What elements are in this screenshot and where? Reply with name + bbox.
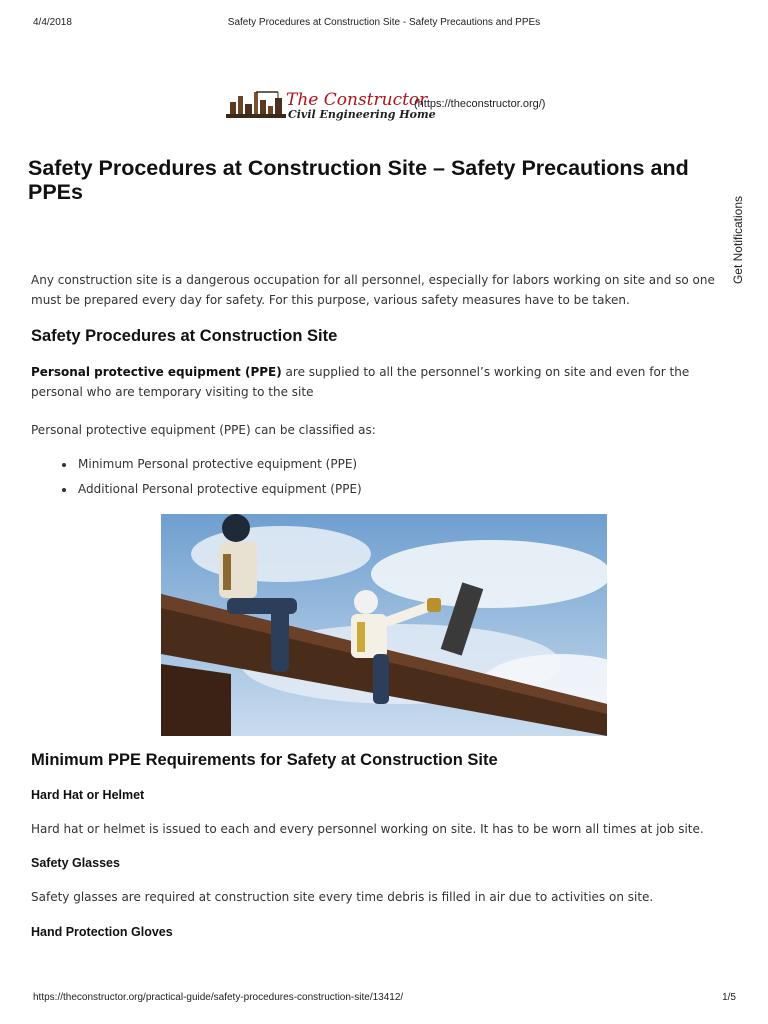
subheading-hand-protection-gloves: Hand Protection Gloves — [31, 925, 173, 939]
get-notifications-tab[interactable] — [731, 188, 747, 292]
site-logo[interactable] — [226, 88, 566, 128]
print-footer — [0, 992, 768, 1006]
list-item: Additional Personal protective equipment (PPE) — [62, 479, 362, 504]
ppe-term: Personal protective equipment (PPE) — [31, 365, 282, 379]
safety-glasses-paragraph: Safety glasses are required at construction site every time debris is filled in air due to activities on site. — [31, 890, 654, 904]
section-heading-minimum-ppe: Minimum PPE Requirements for Safety at Construction Site — [31, 751, 498, 769]
ppe-description: are supplied to all the personnel’s working on site and even for the personal who are temporary visiting to the site — [31, 365, 690, 399]
ppe-classified-text: Personal protective equipment (PPE) can be classified as: — [31, 423, 376, 437]
print-header — [0, 17, 768, 31]
construction-skyline-icon — [226, 88, 286, 124]
print-page-title: Safety Procedures at Construction Site - Safety Precautions and PPEs — [227, 17, 541, 28]
article-title: Safety Procedures at Construction Site – Safety Precautions and PPEs — [28, 156, 689, 204]
logo-tagline: Civil Engineering Home — [288, 108, 436, 121]
list-item: Minimum Personal protective equipment (PPE) — [62, 454, 362, 479]
subheading-hard-hat: Hard Hat or Helmet — [31, 788, 145, 802]
ppe-paragraph — [31, 362, 731, 402]
print-url: https://theconstructor.org/practical-guide/safety-procedures-construction-site/13412/ — [33, 992, 404, 1003]
workers-on-beam-illustration — [161, 514, 607, 736]
intro-paragraph: Any construction site is a dangerous occupation for all personnel, especially for labors working on site and so one must be prepared every day for safety. For this purpose, various safety measures have to be taken. — [31, 273, 715, 307]
construction-workers-photo — [161, 514, 607, 736]
section-heading-safety-procedures: Safety Procedures at Construction Site — [31, 327, 338, 345]
page-number: 1/5 — [722, 992, 736, 1003]
hard-hat-paragraph: Hard hat or helmet is issued to each and every personnel working on site. It has to be worn all times at job site. — [31, 822, 704, 836]
get-notifications-label: Get Notifications — [731, 195, 745, 285]
logo-name: The Constructor — [286, 90, 428, 110]
ppe-classification-list — [62, 454, 362, 504]
logo-url-link[interactable]: (https://theconstructor.org/) — [414, 98, 546, 110]
print-date: 4/4/2018 — [33, 17, 72, 28]
subheading-safety-glasses: Safety Glasses — [31, 856, 120, 870]
